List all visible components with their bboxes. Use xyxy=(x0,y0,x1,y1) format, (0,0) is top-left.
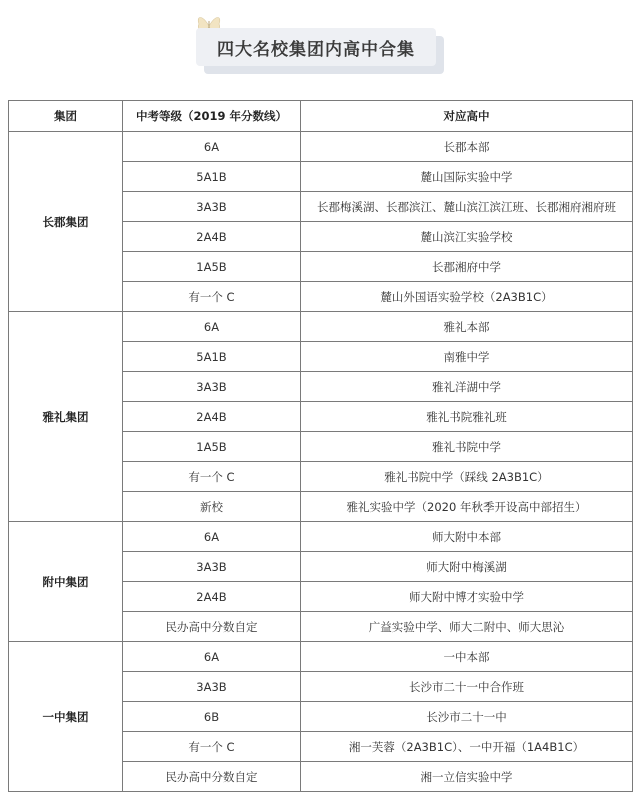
table-body xyxy=(9,132,633,792)
group-name: 雅礼集团 xyxy=(9,312,123,522)
grade-cell: 2A4B xyxy=(123,402,301,432)
school-cell: 长沙市二十一中 xyxy=(301,702,633,732)
school-cell: 雅礼洋湖中学 xyxy=(301,372,633,402)
schools-table xyxy=(8,100,633,792)
school-cell: 师大附中博才实验中学 xyxy=(301,582,633,612)
school-cell: 雅礼实验中学（2020 年秋季开设高中部招生） xyxy=(301,492,633,522)
school-cell: 一中本部 xyxy=(301,642,633,672)
grade-cell: 有一个 C xyxy=(123,282,301,312)
school-cell: 雅礼书院中学（踩线 2A3B1C） xyxy=(301,462,633,492)
grade-cell: 5A1B xyxy=(123,162,301,192)
grade-cell: 6A xyxy=(123,642,301,672)
table-row xyxy=(9,312,633,342)
table-row xyxy=(9,642,633,672)
grade-cell: 5A1B xyxy=(123,342,301,372)
grade-cell: 有一个 C xyxy=(123,732,301,762)
grade-cell: 6A xyxy=(123,522,301,552)
school-cell: 南雅中学 xyxy=(301,342,633,372)
grade-cell: 3A3B xyxy=(123,672,301,702)
school-cell: 长沙市二十一中合作班 xyxy=(301,672,633,702)
school-cell: 长郡梅溪湖、长郡滨江、麓山滨江滨江班、长郡湘府湘府班 xyxy=(301,192,633,222)
grade-cell: 3A3B xyxy=(123,192,301,222)
table-row xyxy=(9,522,633,552)
school-cell: 雅礼书院中学 xyxy=(301,432,633,462)
header-row xyxy=(9,101,633,132)
grade-cell: 有一个 C xyxy=(123,462,301,492)
table-row xyxy=(9,132,633,162)
school-cell: 雅礼本部 xyxy=(301,312,633,342)
group-name: 一中集团 xyxy=(9,642,123,792)
grade-cell: 6B xyxy=(123,702,301,732)
school-cell: 师大附中本部 xyxy=(301,522,633,552)
grade-cell: 民办高中分数自定 xyxy=(123,762,301,792)
grade-cell: 1A5B xyxy=(123,252,301,282)
grade-cell: 6A xyxy=(123,312,301,342)
page-title: 四大名校集团内高中合集 xyxy=(196,28,436,66)
school-cell: 湘一立信实验中学 xyxy=(301,762,633,792)
school-cell: 雅礼书院雅礼班 xyxy=(301,402,633,432)
school-cell: 麓山外国语实验学校（2A3B1C） xyxy=(301,282,633,312)
grade-cell: 2A4B xyxy=(123,582,301,612)
grade-cell: 3A3B xyxy=(123,552,301,582)
grade-cell: 1A5B xyxy=(123,432,301,462)
school-cell: 湘一芙蓉（2A3B1C）、一中开福（1A4B1C） xyxy=(301,732,633,762)
grade-cell: 新校 xyxy=(123,492,301,522)
school-cell: 长郡湘府中学 xyxy=(301,252,633,282)
header-grade: 中考等级（2019 年分数线） xyxy=(123,101,301,132)
grade-cell: 6A xyxy=(123,132,301,162)
grade-cell: 3A3B xyxy=(123,372,301,402)
group-name: 附中集团 xyxy=(9,522,123,642)
grade-cell: 2A4B xyxy=(123,222,301,252)
title-banner xyxy=(196,28,444,74)
school-cell: 长郡本部 xyxy=(301,132,633,162)
grade-cell: 民办高中分数自定 xyxy=(123,612,301,642)
school-cell: 麓山滨江实验学校 xyxy=(301,222,633,252)
school-cell: 麓山国际实验中学 xyxy=(301,162,633,192)
group-name: 长郡集团 xyxy=(9,132,123,312)
header-school: 对应高中 xyxy=(301,101,633,132)
school-cell: 广益实验中学、师大二附中、师大思沁 xyxy=(301,612,633,642)
school-cell: 师大附中梅溪湖 xyxy=(301,552,633,582)
header-group: 集团 xyxy=(9,101,123,132)
